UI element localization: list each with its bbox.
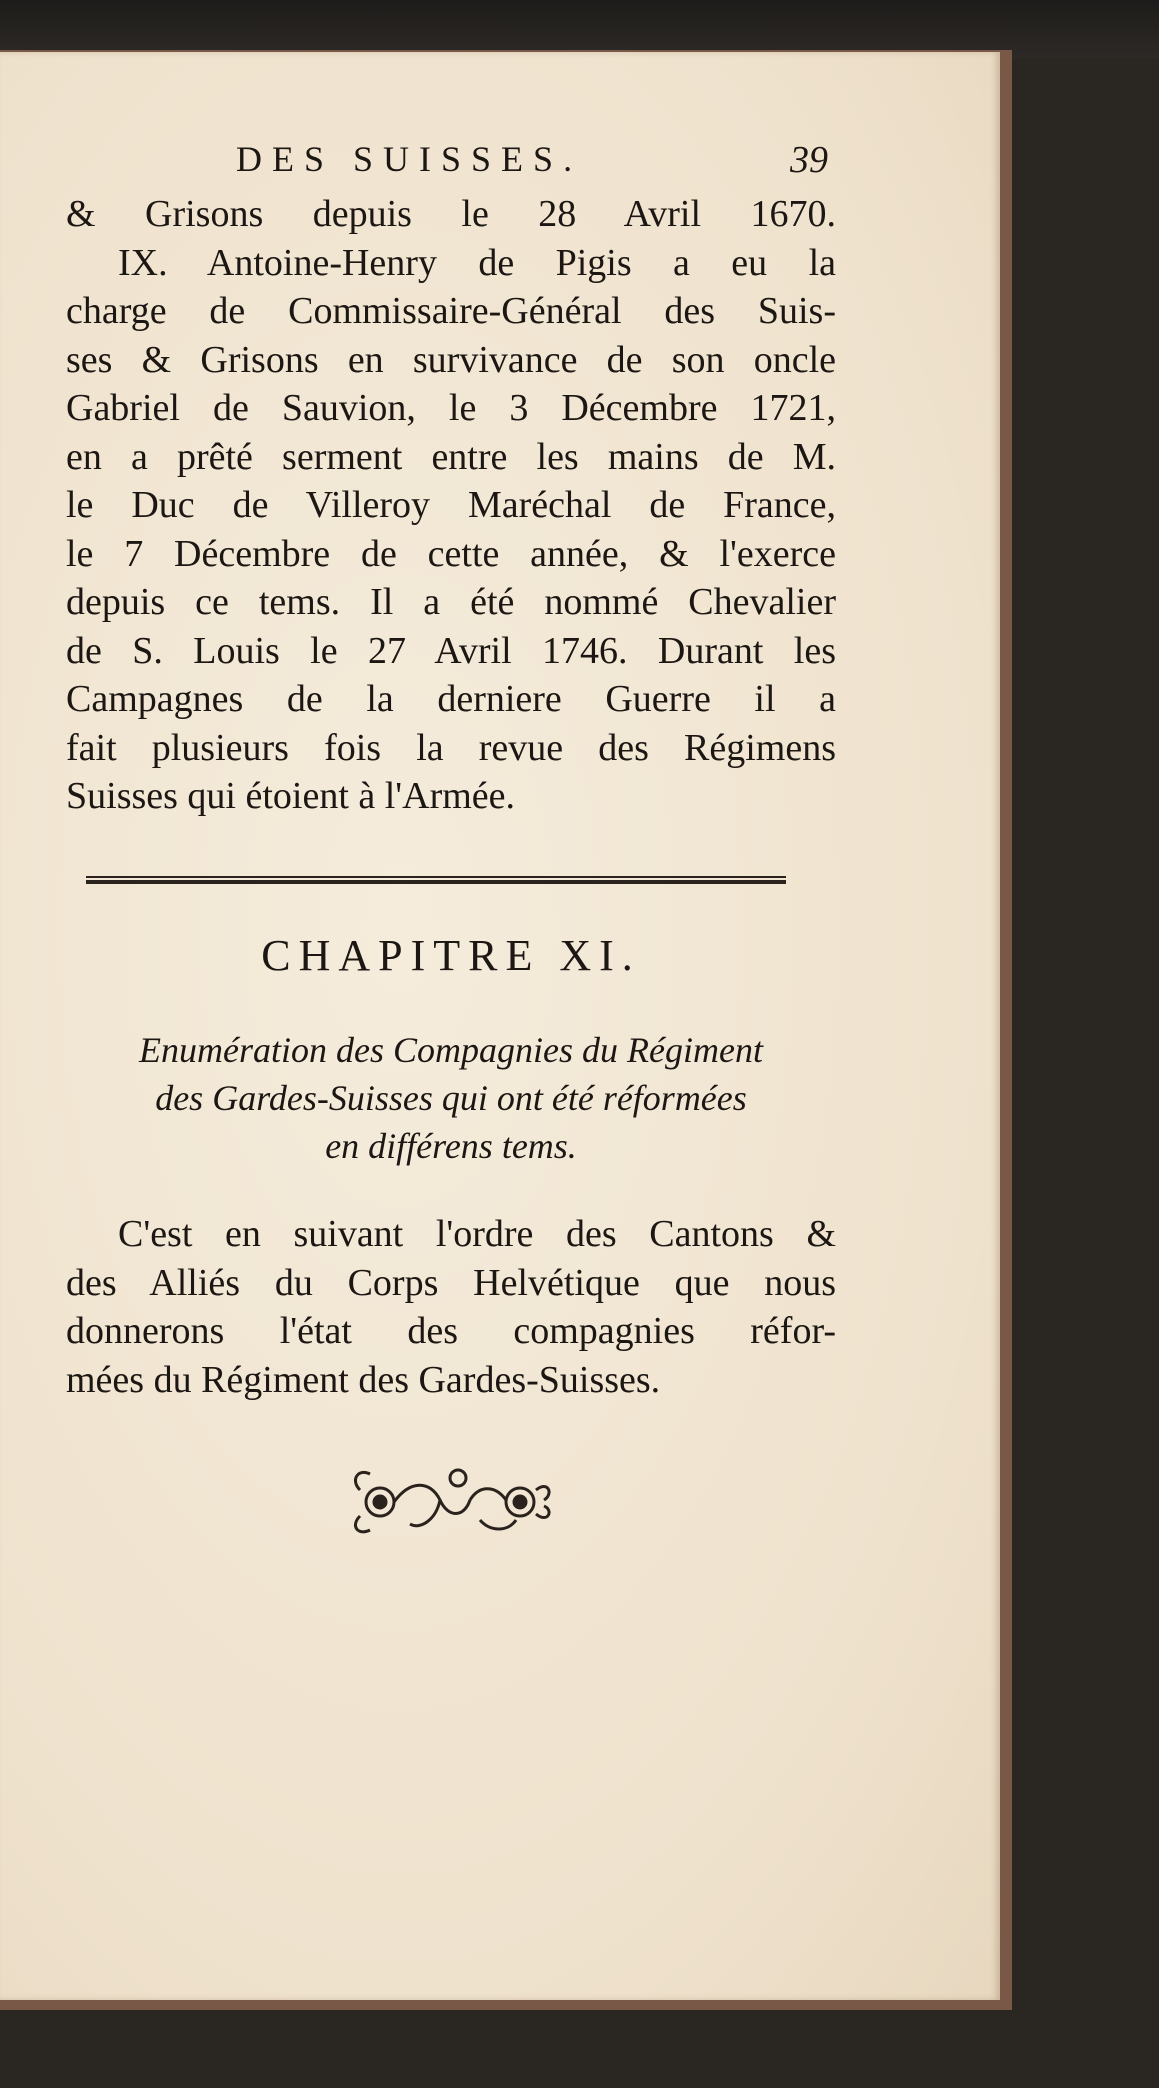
chapter-title: CHAPITRE XI. [261, 931, 641, 980]
running-head [66, 138, 836, 188]
text-line: fait plusieurs fois la revue des Régimens [66, 726, 836, 769]
text-line: C'est en suivant l'ordre des Cantons & [118, 1213, 836, 1255]
text-line: depuis ce tems. Il a été nommé Chevalier [66, 581, 836, 623]
text-line: en a prêté serment entre les mains de M. [66, 435, 836, 478]
text-line: IX. Antoine-Henry de Pigis a eu la [118, 241, 836, 284]
section-divider-rule [86, 876, 786, 884]
paragraph-cantons [66, 1210, 836, 1404]
text-line: charge de Commissaire-Général des Suis- [66, 290, 836, 332]
text-line: donnerons l'état des compagnies réfor- [66, 1310, 836, 1352]
subtitle-line: en différens tems. [325, 1126, 577, 1166]
running-title: DES SUISSES. [236, 139, 583, 179]
floral-ornament-icon [340, 1460, 570, 1540]
subtitle-line: Enumération des Compagnies du Régiment [139, 1030, 763, 1070]
paragraph-commissaire [66, 190, 836, 821]
text-line: de S. Louis le 27 Avril 1746. Durant les [66, 629, 836, 672]
chapter-subtitle [66, 1026, 836, 1170]
text-line: le 7 Décembre de cette année, & l'exerce [66, 532, 836, 575]
text-line: Gabriel de Sauvion, le 3 Décembre 1721, [66, 387, 836, 429]
text-line: mées du Régiment des Gardes-Suisses. [66, 1358, 661, 1401]
text-line: Campagnes de la derniere Guerre il a [66, 678, 836, 720]
text-line: ses & Grisons en survivance de son oncle [66, 338, 836, 381]
page-number: 39 [790, 139, 828, 181]
text-line: & Grisons depuis le 28 Avril 1670. [66, 193, 836, 235]
subtitle-line: des Gardes-Suisses qui ont été réformées [155, 1078, 747, 1118]
text-line: Suisses qui étoient à l'Armée. [66, 775, 516, 817]
text-line: des Alliés du Corps Helvétique que nous [66, 1261, 836, 1304]
text-line: le Duc de Villeroy Maréchal de France, [66, 484, 836, 526]
